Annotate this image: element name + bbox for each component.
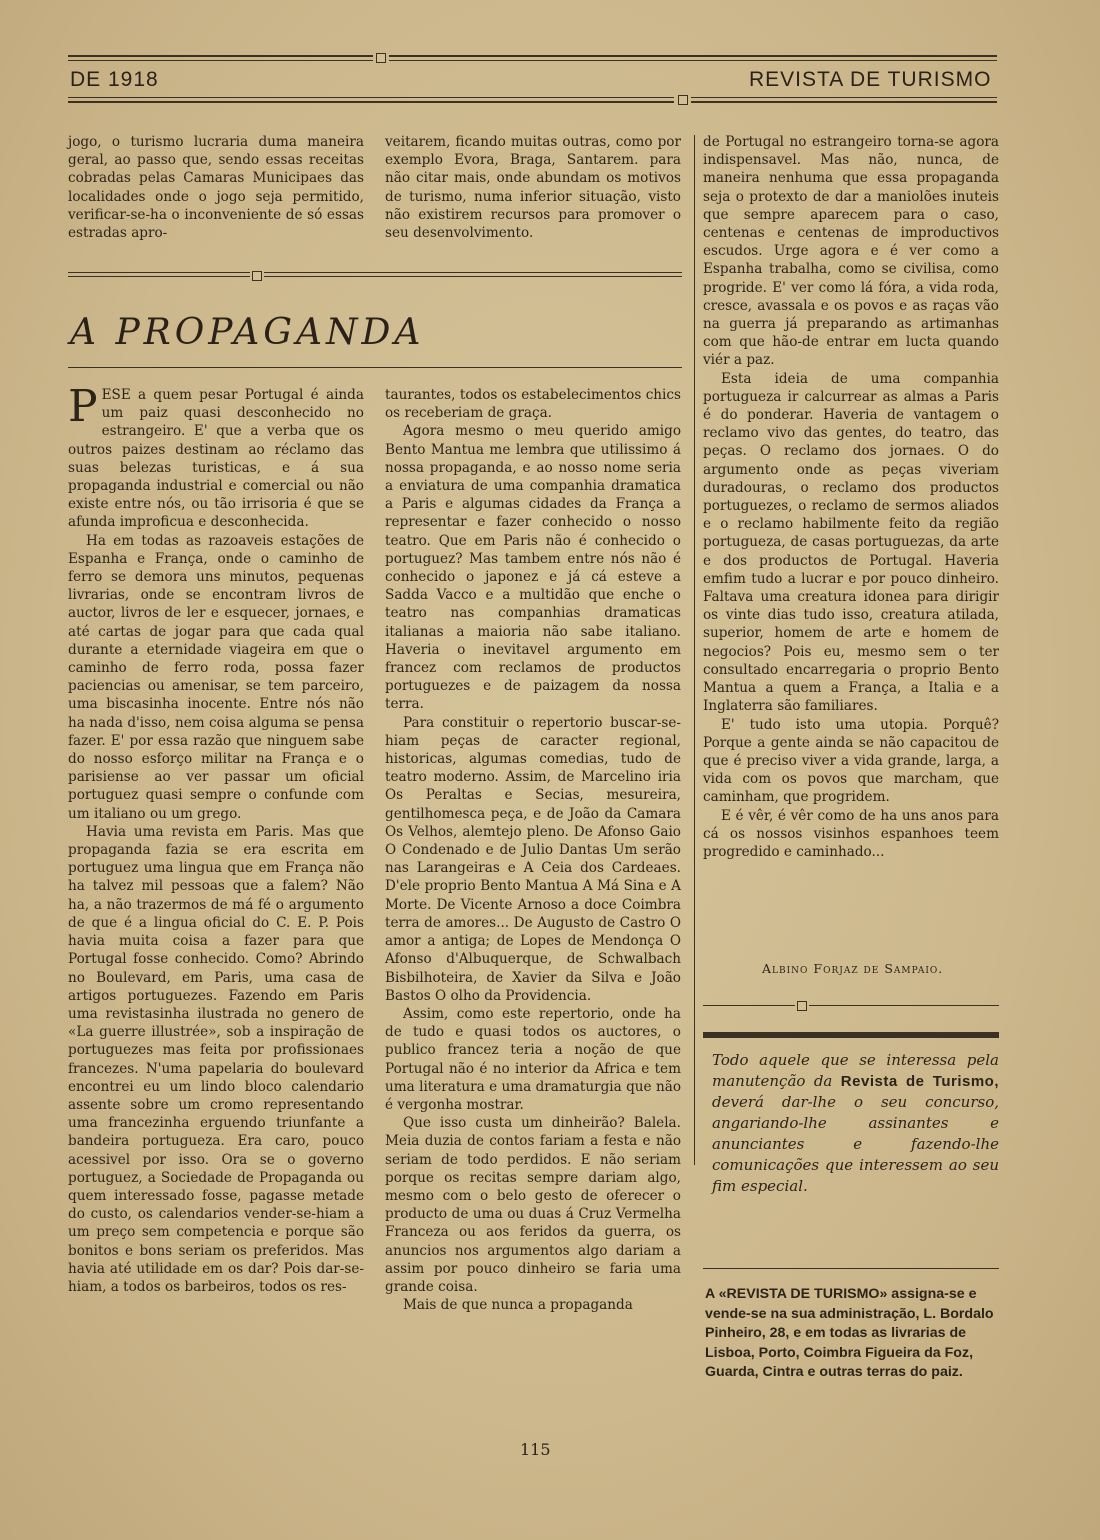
header-ornament-2 bbox=[678, 95, 688, 105]
article-paragraph: Mais de que nunca a propaganda bbox=[403, 1297, 633, 1314]
sales-notice: A «REVISTA DE TURISMO» assigna-se e vende-se na sua administração, L. Bordalo Pinheiro, 28, e em todas as livrarias de Lisboa, Porto, Coimbra Figueira da Foz, Guarda, Cintra e outras terras do paiz. bbox=[705, 1286, 994, 1380]
section-rule bbox=[68, 272, 250, 273]
article-paragraph: Esta ideia de uma companhia portugueza ir calcurrear as almas a Paris é do ponderar. Haveria de vantagem o reclamo vivo das gentes, do teatro, das peças. O reclamo dos jornaes. O do argumento onde as peças viveriam duradouras, o reclamo dos productos portuguezes, o reclamo de sermos aliados e o reclamo habilmente feito da região portugueza, de casas portuguezas, da arte e dos productos de Portugal. Haveria emfim tudo a lucrar e por pouco dinheiro. Faltava uma creatura idonea para dirigir os vinte dias tudo isso, creatura atilada, superior, homem de arte e homem de negocios? Pois eu, mesmo sem o ter consultado encarregaria o proprio Bento Mantua a quem a França, a Italia e a Inglaterra são familiares. bbox=[703, 370, 999, 715]
header-rule-top-thin bbox=[68, 60, 373, 61]
note-ornament bbox=[797, 1001, 807, 1011]
article-paragraph: Agora mesmo o meu querido amigo Bento Mantua me lembra que utilissimo á nossa propaganda, e ao nosso nome seria a enviatura de uma companhia dramatica a Paris e algumas cidades da França a representar e fazer conhecido o nosso teatro. Que em Paris não é conhecido o portuguez? Mas tambem entre nós não é conhecido o japonez e já cá esteve a Sadda Vacco e a multidão que enche o teatro nas companhias dramaticas italianas a maioria não sabe italiano. Haveria o inevitavel argumento em francez com reclamos de productos portuguezes e de paizagem da nossa terra. bbox=[385, 423, 681, 713]
header-date: DE 1918 bbox=[70, 68, 159, 91]
article-paragraph: de Portugal no estrangeiro torna-se agora indispensavel. Mas não, nunca, de maneira nenhuma que essa propaganda seja o protexto de dar a maniolões inuteis que sempre aparecem para o caso, centenas e centenas de improductivos escudos. Urge agora e é ver como a Espanha trabalha, como se civilisa, como progride. E' ver como lá fóra, a vida roda, cresce, avassala e os povos e as raças vão na guerra já preparando as artimanhas com que hão-de entrar em lucta quando viér a paz. bbox=[703, 134, 999, 369]
header-ornament bbox=[376, 53, 386, 63]
header-rule-bottom-thick bbox=[68, 101, 674, 103]
top-column-1: jogo, o turismo lucraria duma maneira geral, ao passo que, sendo essas receitas cobradas pelas Camaras Municipaes das localidades onde o jogo seja permitido, verificar-se-ha o inconveniente de só essas estradas apro- bbox=[68, 134, 364, 242]
article-paragraph: taurantes, todos os estabelecimentos chics os receberiam de graça. bbox=[385, 387, 681, 422]
author-signature: Albino Forjaz de Sampaio. bbox=[762, 961, 944, 976]
note-magazine-name: Revista de Turismo, bbox=[840, 1073, 1000, 1090]
section-rule-3 bbox=[264, 272, 682, 273]
section-rule-4 bbox=[264, 276, 682, 277]
note-rule-left bbox=[703, 1005, 795, 1006]
page-number: 115 bbox=[520, 1440, 551, 1459]
article-column-2 bbox=[385, 386, 681, 1314]
column-divider-right bbox=[694, 135, 695, 1165]
article-paragraph: E é vêr, é vêr como de ha uns anos para cá os nossos visinhos espanhoes teem progredido e caminhado... bbox=[703, 807, 999, 860]
title-rule bbox=[68, 367, 682, 368]
notice-rule bbox=[703, 1268, 999, 1269]
section-rule-2 bbox=[68, 276, 250, 277]
header-rule-top bbox=[68, 55, 373, 57]
subscription-note: Todo aquele que se interessa pela manutenção da Revista de Turismo, deverá dar-lhe o seu concurso, angariando-lhe assinantes e anunciantes e fazendo-lhe comunicações que interessem ao seu fim especial. bbox=[712, 1051, 1000, 1195]
article-column-1 bbox=[68, 381, 364, 1296]
drop-cap: P bbox=[68, 381, 98, 432]
article-paragraph: Para constituir o repertorio buscar-se-hiam peças de caracter regional, historicas, algumas comedias, tudo de teatro moderno. Assim, de Marcelino iria Os Peraltas e Secias, mesureira, gentilhomesca peça, e de João da Camara Os Velhos, alemtejo pleno. De Afonso Gaio O Condenado e de Julio Dantas Um serão nas Larangeiras e A Ceia dos Cardeaes. D'ele proprio Bento Mantua A Má Sina e A Morte. De Vicente Arnoso a doce Coimbra terra de amores... De Augusto de Castro O amor a antiga; de Lopes de Mendonça O Afonso d'Albuquerque, de Schwalbach Bisbilhoteira, de Xavier da Silva e João Bastos O olho da Providencia. bbox=[385, 714, 681, 1004]
section-ornament bbox=[252, 271, 262, 281]
article-paragraph: Que isso custa um dinheirão? Balela. Meia duzia de contos fariam a festa e não seriam de todo perdidos. E não seriam porque os recitas sempre dariam algo, mesmo com o belo gesto de oferecer o producto de uma ou duas á Cruz Vermelha Franceza ou aos feridos da guerra, os anuncios nos argumentos algo dariam a assim por pouco dinheiro se faria uma grande coisa. bbox=[385, 1115, 681, 1295]
header-rule-bottom-right bbox=[691, 97, 997, 98]
header-masthead: REVISTA DE TURISMO bbox=[749, 68, 992, 91]
article-title: A PROPAGANDA bbox=[70, 312, 425, 353]
note-rule-right bbox=[809, 1005, 999, 1006]
header-rule-top-right-thin bbox=[389, 60, 997, 61]
article-paragraph: Ha em todas as razoaveis estações de Espanha e França, onde o caminho de ferro se demora uns minutos, pequenas livrarias, onde se encontram livros de auctor, livros de ler e esquecer, jornaes, e até cartas de jogar para que cada qual durante a eternidade viageira em que o caminho de ferro roda, possa fazer paciencias ou amenisar, se tem parceiro, uma biscasinha inocente. Entre nós não ha nada d'isso, nem coisa alguma se pensa fazer. E' por essa razão que ninguem sabe do nosso esforço militar na França e o parisiense ao ver passar um oficial portuguez quasi sempre o confunde com um italiano ou um grego. bbox=[68, 532, 364, 822]
top-column-2: veitarem, ficando muitas outras, como por exemplo Evora, Braga, Santarem. para não citar mais, onde abundam os motivos de turismo, numa inferior situação, visto não existirem recursos para promover o seu desenvolvimento. bbox=[385, 134, 681, 242]
header-rule-bottom-right-thick bbox=[691, 101, 997, 103]
header-rule-top-right bbox=[389, 55, 997, 57]
article-paragraph: E' tudo isto uma utopia. Porquê? Porque a gente ainda se não capacitou de que é preciso viver a vida grande, larga, a vida com os povos que marcham, que caminham, que progridem. bbox=[703, 716, 999, 806]
article-column-3 bbox=[703, 133, 999, 861]
article-lead: ESE a quem pesar Portugal é ainda um paiz quasi desconhecido no estrangeiro. E' que a verba que os outros paizes destinam ao réclamo das suas belezas turisticas, e á sua propaganda industrial e comercial ou não existe entre nós, ou tão irrisoria é que se afunda improficua e desconhecida. bbox=[68, 387, 364, 531]
article-paragraph: Assim, como este repertorio, onde ha de tudo e quasi todos os auctores, o publico francez teria a noção de que Portugal não é no interior da Africa e tem uma literatura e uma dramaturgia que não é vergonha mostrar. bbox=[385, 1005, 681, 1113]
header-rule-bottom bbox=[68, 97, 674, 98]
note-rule-thick bbox=[703, 1032, 999, 1038]
article-paragraph: Havia uma revista em Paris. Mas que propaganda fazia se era escrita em portuguez uma lingua que em França não ha talvez mil pessoas que a falem? Não ha, a não trazermos de má fé o argumento de que é a lingua oficial do C. E. P. Pois havia muita coisa a fazer para que Portugal fosse conhecido. Como? Abrindo no Boulevard, em Paris, uma casa de artigos portuguezes. Fazendo em Paris uma revistasinha ilustrada no genero de «La guerre illustrée», sob a inspiração de portuguezes mas feita por profissionaes francezes. N'uma papelaria do boulevard encontrei eu um lindo bloco calendario assente sobre um cromo representando uma francezinha erguendo triunfante a bandeira portugueza. Era caro, pouco acessivel por isso. Ora se o governo portuguez, a Sociedade de Propaganda ou quem interessado fosse, pagasse metade do custo, os calendarios vender-se-hiam a um preço sem competencia e porque são bonitos e bons seriam os preferidos. Mas havia até utilidade em os dar? Pois dar-se-hiam, a todos os barbeiros, todos os res- bbox=[68, 823, 364, 1295]
